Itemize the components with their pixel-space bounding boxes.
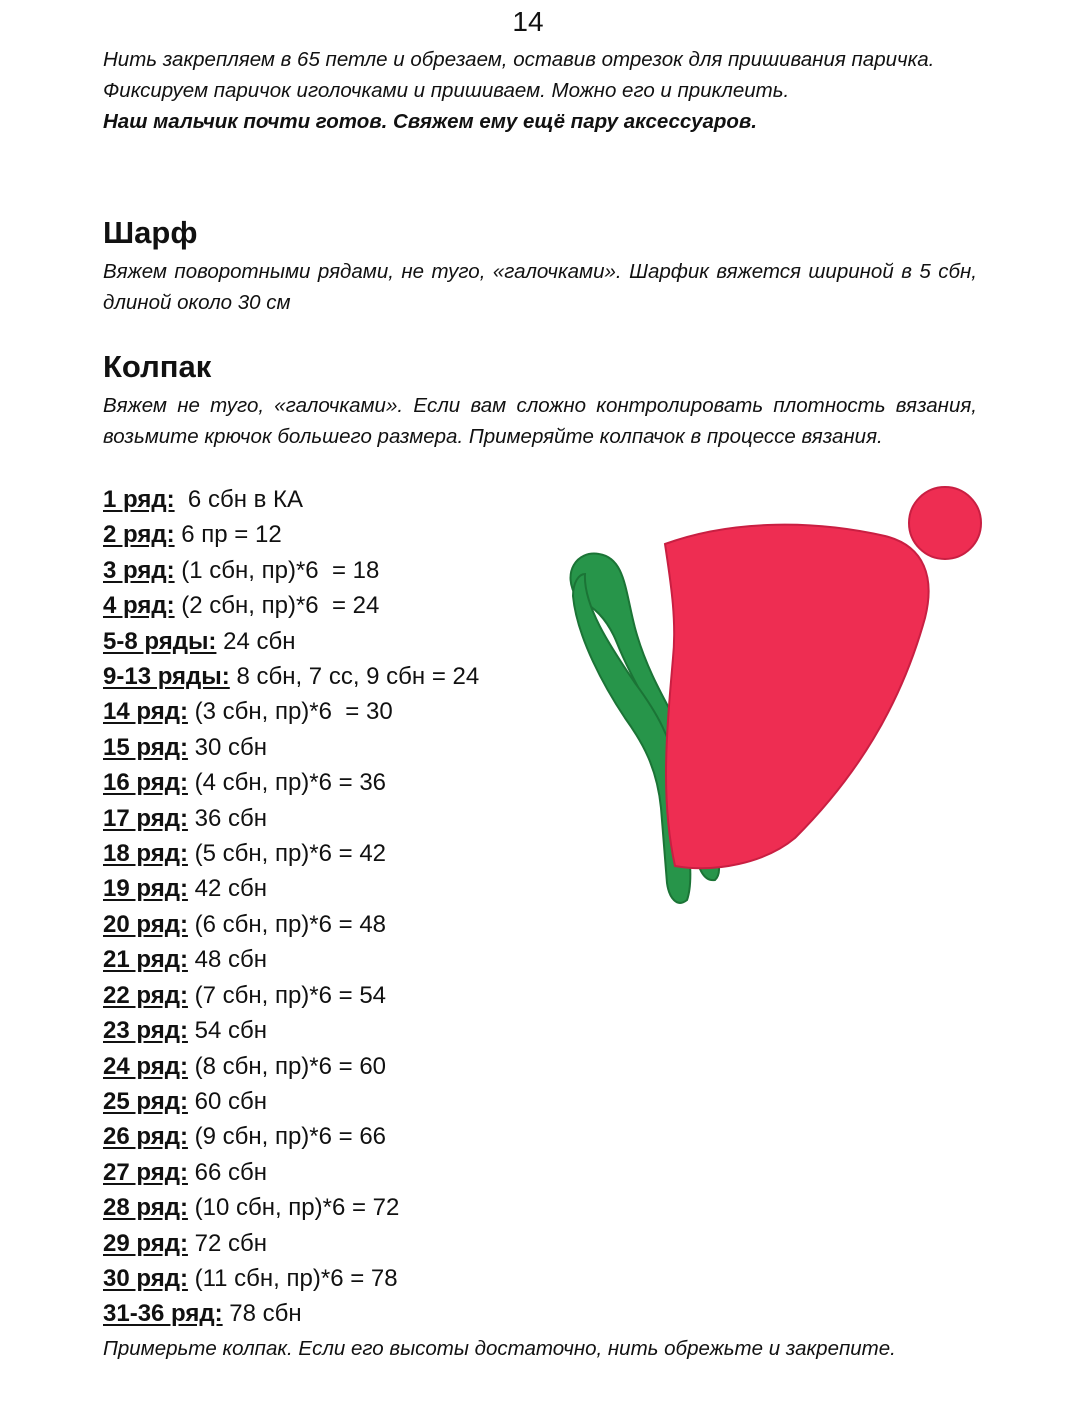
intro-line-3: Наш мальчик почти готов. Свяжем ему ещё пару аксессуаров. — [103, 110, 757, 133]
hat-row-text: 72 сбн — [187, 1229, 267, 1257]
hat-row-text: (4 сбн, пр)*6 = 36 — [187, 769, 387, 797]
hat-row-label: 5-8 ряды: — [103, 627, 217, 655]
hat-row — [103, 482, 479, 517]
hat-row-text: (6 сбн, пр)*6 = 48 — [187, 910, 387, 938]
hat-row — [103, 765, 479, 800]
hat-row — [103, 694, 479, 729]
hat-row-label: 9-13 ряды: — [103, 663, 230, 691]
hat-row-label: 26 ряд: — [103, 1123, 188, 1151]
hat-row-label: 29 ряд: — [103, 1229, 188, 1257]
hat-row-text: 8 сбн, 7 сс, 9 сбн = 24 — [229, 663, 480, 691]
hat-row-text: (5 сбн, пр)*6 = 42 — [187, 840, 387, 868]
hat-row-text: 42 сбн — [187, 875, 267, 903]
hat-row — [103, 659, 479, 694]
hat-row-label: 18 ряд: — [103, 840, 188, 868]
hat-row-label: 31-36 ряд: — [103, 1300, 223, 1328]
hat-row-text: 78 сбн — [222, 1300, 302, 1328]
hat-row — [103, 907, 479, 942]
intro-line-1: Нить закрепляем в 65 петле и обрезаем, оставив отрезок для пришивания паричка. — [103, 48, 935, 71]
intro-line-2: Фиксируем паричок иголочками и пришиваем. Можно его и приклеить. — [103, 79, 790, 102]
hat-row-text: 54 сбн — [187, 1017, 267, 1045]
hat-row — [103, 730, 479, 765]
hat-row-text: 48 сбн — [187, 946, 267, 974]
hat-row-text: 66 сбн — [187, 1158, 267, 1186]
hat-row — [103, 1190, 479, 1225]
hat-and-scarf-photo — [555, 478, 985, 904]
hat-row-label: 24 ряд: — [103, 1052, 188, 1080]
hat-row-text: 60 сбн — [187, 1087, 267, 1115]
hat-row — [103, 1013, 479, 1048]
hat-row-label: 20 ряд: — [103, 910, 188, 938]
hat-row-text: 36 сбн — [187, 804, 267, 832]
hat-heading: Колпак — [103, 349, 212, 384]
hat-row — [103, 588, 479, 623]
hat-row-text: 6 сбн в КА — [174, 486, 304, 513]
hat-row — [103, 1049, 479, 1084]
hat-row — [103, 871, 479, 906]
hat-row-text: (2 сбн, пр)*6 = 24 — [174, 592, 380, 620]
hat-row-text: (7 сбн, пр)*6 = 54 — [187, 981, 387, 1009]
hat-row — [103, 801, 479, 836]
hat-row-label: 14 ряд: — [103, 698, 188, 726]
hat-row — [103, 624, 479, 659]
hat-row — [103, 1226, 479, 1261]
hat-row-label: 22 ряд: — [103, 981, 188, 1009]
hat-row-label: 17 ряд: — [103, 804, 188, 832]
hat-row-label: 2 ряд: — [103, 521, 175, 549]
hat-row-label: 15 ряд: — [103, 733, 188, 761]
hat-row-text: 30 сбн — [187, 733, 267, 761]
hat-row — [103, 1119, 479, 1154]
hat-row — [103, 1084, 479, 1119]
hat-row-text: (8 сбн, пр)*6 = 60 — [187, 1052, 387, 1080]
hat-row-text: (10 сбн, пр)*6 = 72 — [187, 1194, 400, 1222]
hat-row-text: (3 сбн, пр)*6 = 30 — [187, 698, 393, 726]
hat-row-label: 3 ряд: — [103, 556, 175, 584]
hat-row-label: 25 ряд: — [103, 1087, 188, 1115]
hat-row-text: (9 сбн, пр)*6 = 66 — [187, 1123, 387, 1151]
hat-row — [103, 1261, 479, 1296]
hat-footer: Примерьте колпак. Если его высоты достаточно, нить обрежьте и закрепите. — [103, 1337, 896, 1360]
intro-text — [103, 44, 977, 137]
hat-row-label: 19 ряд: — [103, 875, 188, 903]
scarf-text: Вяжем поворотными рядами, не туго, «галочками». Шарфик вяжется шириной в 5 сбн, длиной около 30 см — [103, 260, 977, 314]
hat-row — [103, 517, 479, 552]
hat-illustration — [665, 487, 981, 868]
hat-row-label: 23 ряд: — [103, 1017, 188, 1045]
scarf-heading: Шарф — [103, 215, 198, 250]
hat-row-label: 27 ряд: — [103, 1158, 188, 1186]
hat-row-label: 21 ряд: — [103, 946, 188, 974]
hat-row — [103, 978, 479, 1013]
page-number: 14 — [512, 6, 544, 37]
hat-row — [103, 836, 479, 871]
hat-row — [103, 1155, 479, 1190]
hat-row-text: 24 сбн — [216, 627, 296, 655]
hat-row-label: 1 ряд: — [103, 486, 175, 513]
hat-row-label: 16 ряд: — [103, 769, 188, 797]
hat-rows-list — [103, 482, 479, 1332]
hat-row — [103, 942, 479, 977]
hat-row-text: 6 пр = 12 — [174, 521, 282, 549]
hat-row — [103, 1296, 479, 1331]
hat-row-text: (1 сбн, пр)*6 = 18 — [174, 556, 380, 584]
hat-row — [103, 553, 479, 588]
hat-row-label: 4 ряд: — [103, 592, 175, 620]
hat-text: Вяжем не туго, «галочками». Если вам сложно контролировать плотность вязания, возьмите крючок большего размера. Примеряйте колпачок в процессе вязания. — [103, 394, 977, 448]
hat-row-text: (11 сбн, пр)*6 = 78 — [187, 1264, 398, 1292]
hat-row-label: 28 ряд: — [103, 1194, 188, 1222]
hat-row-label: 30 ряд: — [103, 1264, 188, 1292]
